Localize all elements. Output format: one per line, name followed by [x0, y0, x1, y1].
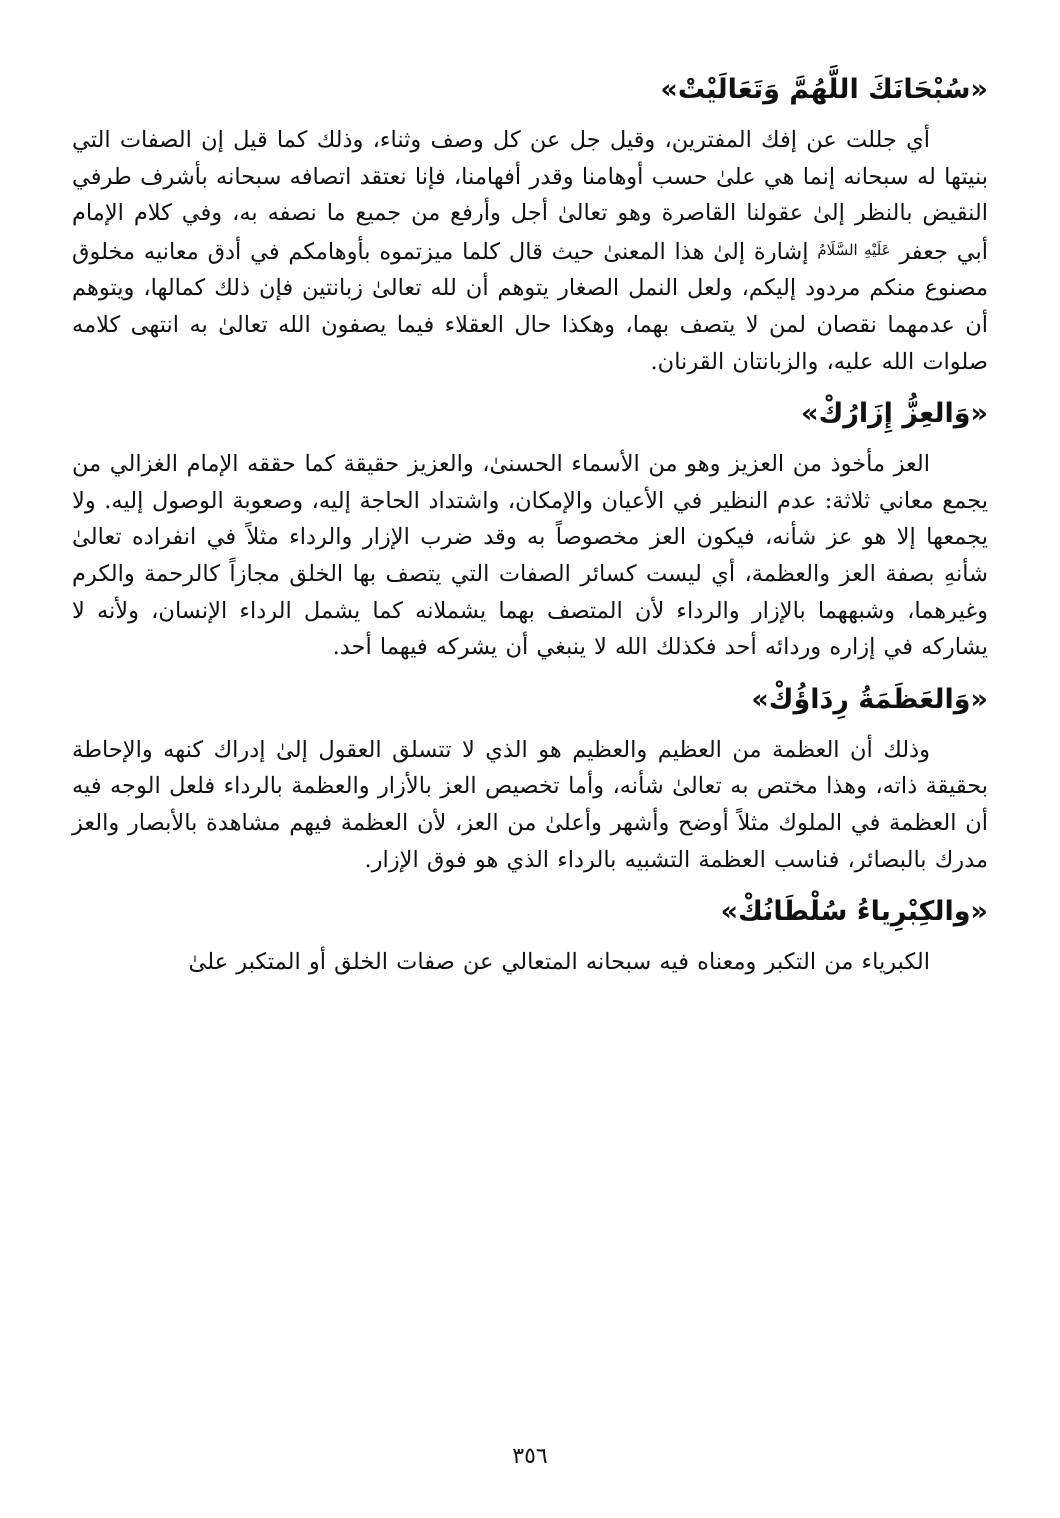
- section-heading-izz: «وَالعِزُّ إِزَارُكْ»: [801, 398, 988, 430]
- paragraph-text: الكبرياء من التكبر ومعناه فيه سبحانه المتعالي عن صفات الخلق أو المتكبر علىٰ: [188, 949, 930, 976]
- section-heading-azama: «وَالعَظَمَةُ رِدَاؤُكْ»: [751, 683, 988, 715]
- section-paragraph-subhanaka: [72, 122, 988, 380]
- paragraph-text: وذلك أن العظمة من العظيم والعظيم هو الذي لا تتسلق العقول إلىٰ إدراك كنهه والإحاطة بحقيقة ذاته، وهذا مختص به تعالىٰ شأنه، وأما تخصيص العز بالأزار والعظمة بالرداء فلعل الوجه فيه أن العظمة في الملوك مثلاً أوضح وأشهر وأعلىٰ من العز، لأن العظمة فيهم مشاهدة بالأبصار والعز مدرك بالبصائر، فناسب العظمة التشبيه بالرداء الذي هو فوق الإزار.: [72, 736, 988, 873]
- paragraph-text: العز مأخوذ من العزيز وهو من الأسماء الحسنىٰ، والعزيز حقيقة كما حققه الإمام الغزالي من يجمع معاني ثلاثة: عدم النظير في الأعيان والإمكان، واشتداد الحاجة إليه، وصعوبة الوصول إليه. ولا يجمعها إلا هو عز شأنه، فيكون العز مخصوصاً به وقد ضرب الإزار والرداء مثلاً في انفراده تعالىٰ شأنهِ بصفة العز والعظمة، أي ليست كسائر الصفات التي يتصف بها الخلق مجازاً كالرحمة والكرم وغيرهما، وشبههما بالإزار والرداء لأن المتصف بهما يشملانه كما يشمل الرداء الإنسان، ولأنه لا يشاركه في إزاره وردائه أحد فكذلك الله لا ينبغي أن يشركه فيهما أحد.: [72, 451, 988, 661]
- honorific-glyph: عَلَيْهِ السَّلَامُ: [817, 240, 891, 259]
- page-number: ٣٥٦: [512, 1444, 548, 1469]
- section-paragraph-izz: [72, 446, 988, 666]
- page-content: [72, 62, 988, 993]
- section-paragraph-azama: [72, 732, 988, 878]
- section-paragraph-kibriya: [72, 944, 988, 981]
- paragraph-text-start: أي جللت عن إفك المفترين، وقيل جل عن كل وصف وثناء، وذلك كما قيل إن الصفات التي بنيتها له سبحانه إنما هي علىٰ حسب أوهامنا وقدر أفهامنا، فإنا نعتقد اتصافه سبحانه بأشرف طرفي النقيض بالنظر إلىٰ عقولنا القاصرة وهو تعالىٰ أجل وأرفع من جميع ما نصفه به، وفي كلام الإمام أبي جعفر: [72, 127, 989, 265]
- section-heading-kibriya: «والكِبْرِياءُ سُلْطَانُكْ»: [720, 896, 988, 928]
- paragraph-text-end: إشارة إلىٰ هذا المعنىٰ حيث قال كلما ميزتموه بأوهامكم في أدق معانيه مخلوق مصنوع منكم مردود إليكم، ولعل النمل الصغار يتوهم أن لله تعالىٰ زبانتين فإن ذلك كمالها، ويتوهم أن عدمهما نقصان لمن لا يتصف بهما، وهكذا حال العقلاء فيما يصفون الله تعالىٰ به انتهى كلامه صلوات الله عليه، والزبانتان القرنان.: [72, 238, 988, 375]
- section-heading-subhanaka: «سُبْحَانَكَ اللَّهُمَّ وَتَعَالَيْتْ»: [660, 74, 988, 105]
